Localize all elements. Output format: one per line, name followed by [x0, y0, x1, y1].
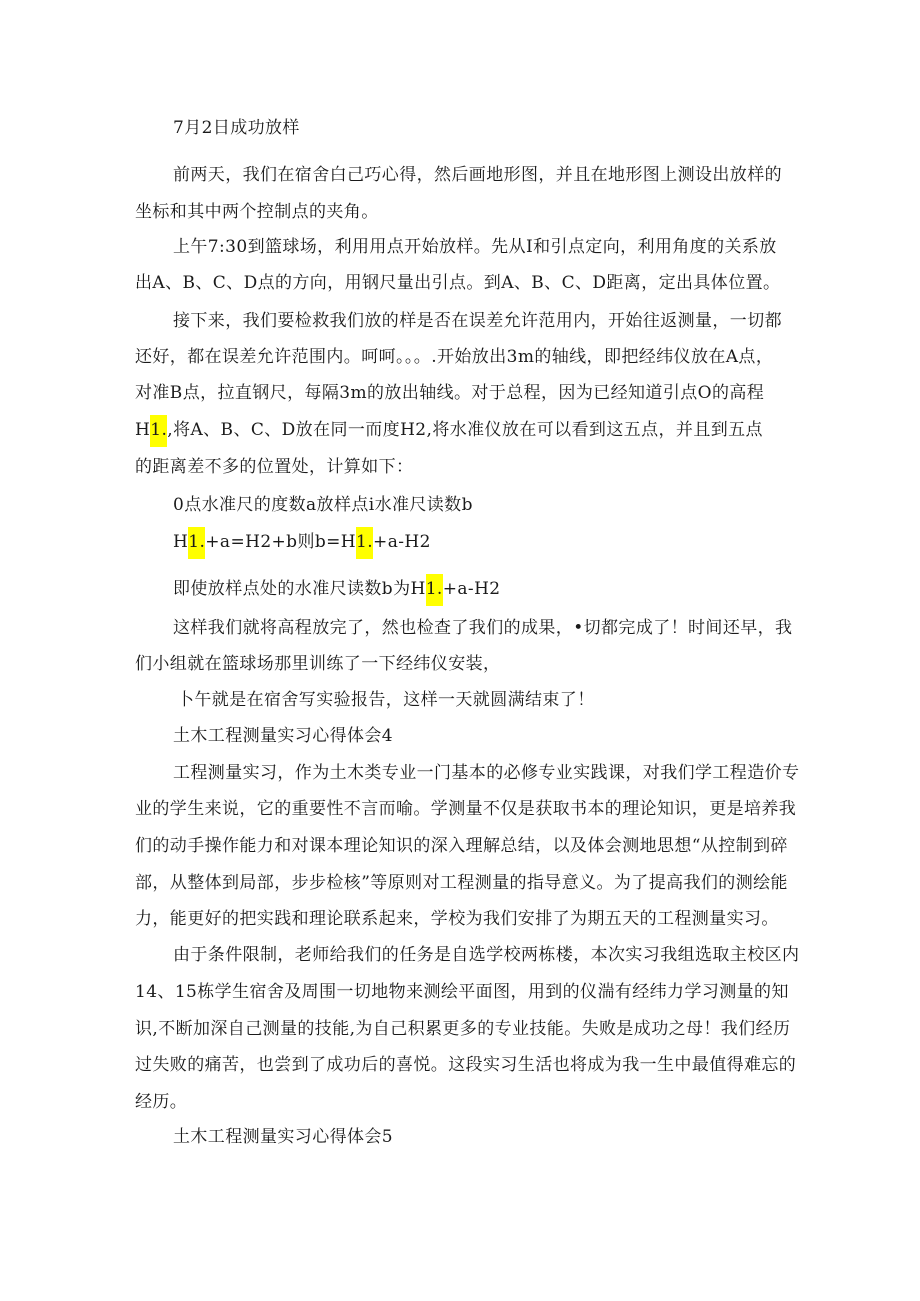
paragraph-line: 前两天，我们在宿舍白己巧心得，然后画地形图，并且在地形图上测设出放样的: [173, 165, 782, 185]
formula-line: [173, 531, 431, 553]
formula-line: [173, 578, 501, 600]
text-run: +a-H2: [442, 579, 501, 599]
section-heading: 土木工程测量实习心得体会4: [173, 726, 394, 746]
paragraph-line: 由于条件限制，老师给我们的任务是自选学校两栋楼，本次实习我组选取主校区内: [173, 945, 800, 965]
paragraph-line: 识,不断加深自己测量的技能,为自己积累更多的专业技能。失败是成功之母！我们经历: [135, 1019, 791, 1039]
text-run: 即使放样点处的水准尺读数b为H: [173, 579, 426, 599]
text-run: +a-H2: [373, 532, 431, 552]
paragraph-line: 上午7:30到篮球场，利用用点开始放样。先从I和引点定向，利用角度的关系放: [173, 237, 777, 257]
text-run: ,将A、B、C、D放在同一而度H2,将水准仪放在可以看到这五点，并且到五点: [167, 420, 763, 440]
text-run: +a=H2+b则b=H: [205, 532, 357, 552]
paragraph-line: 卜午就是在宿舍写实验报告，这样一天就圆满结束了！: [177, 690, 595, 710]
paragraph-line: 过失败的痛苦，也尝到了成功后的喜悦。这段实习生活也将成为我一生中最值得难忘的: [135, 1055, 797, 1075]
paragraph-line: 这样我们就将高程放完了，然也检查了我们的成果，•切都完成了！时间还早，我: [173, 618, 793, 638]
section-date-title: 7月2日成功放样: [173, 118, 300, 138]
paragraph-line: 业的学生来说，它的重要性不言而喻。学测量不仅是获取书本的理论知识，更是培养我: [135, 799, 797, 819]
paragraph-line: 力，能更好的把实践和理论联系起来，学校为我们安排了为期五天的工程测量实习。: [135, 909, 779, 929]
paragraph-line: 出A、B、C、D点的方向，用钢尺量出引点。到A、B、C、D距离，定出具体位置。: [135, 273, 781, 293]
text-run: H: [173, 532, 189, 552]
formula-line: 0点水准尺的度数a放样点i水准尺读数b: [173, 495, 473, 515]
paragraph-line: 部，从整体到局部，步步检核”等原则对工程测量的指导意义。为了提高我们的测绘能: [135, 873, 788, 893]
highlighted-text: 1.: [426, 574, 443, 606]
paragraph-line: [135, 419, 763, 441]
paragraph-line: 接下来，我们要检救我们放的样是否在误差允许范用内，开始往返测量，一切都: [173, 311, 782, 331]
highlighted-text: 1.: [150, 415, 167, 447]
section-heading: 土木工程测量实习心得体会5: [173, 1127, 394, 1147]
paragraph-line: 的距离差不多的位置处，计算如下：: [135, 457, 414, 477]
paragraph-line: 对准B点，拉直钢尺，每隔3m的放出轴线。对于总程，因为已经知道引点O的高程: [135, 383, 765, 403]
paragraph-line: 们的动手操作能力和对课本理论知识的深入理解总结，以及体会测地思想“从控制到碎: [135, 836, 788, 856]
paragraph-line: 工程测量实习，作为土木类专业一门基本的必修专业实践课，对我们学工程造价专: [173, 763, 800, 783]
paragraph-line: 们小组就在篮球场那里训练了一下经纬仪安装，: [135, 654, 501, 674]
highlighted-text: 1.: [188, 527, 205, 559]
paragraph-line: 坐标和其中两个控制点的夹角。: [135, 202, 379, 222]
text-run: H: [135, 420, 151, 440]
paragraph-line: 14、15栋学生宿舍及周围一切地物来测绘平面图，用到的仪湍有经纬力学习测量的知: [135, 982, 789, 1002]
paragraph-line: 还好，都在误差允许范围内。呵呵。。。.开始放出3m的轴线，即把经纬仪放在A点，: [135, 347, 774, 367]
highlighted-text: 1.: [356, 527, 373, 559]
paragraph-line: 经历。: [135, 1092, 188, 1112]
